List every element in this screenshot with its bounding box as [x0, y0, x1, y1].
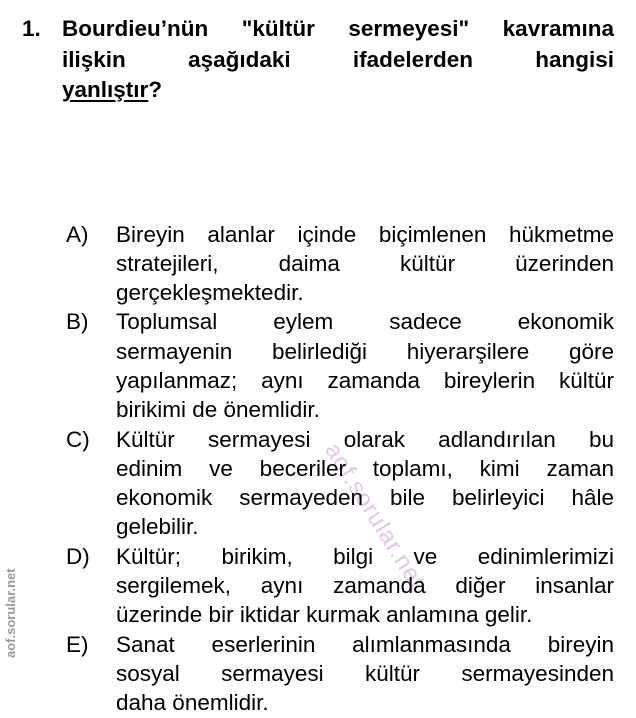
option-line: sosyal sermayesi kültür sermayesinden: [116, 660, 614, 686]
option-text: [116, 630, 614, 718]
option-b[interactable]: [66, 307, 614, 424]
option-line: Sanat eserlerinin alımlanmasında bireyin: [116, 631, 614, 657]
question-stem: [22, 14, 614, 106]
option-line: ekonomik sermayeden bile belirleyici hâle: [116, 485, 614, 511]
option-line: gelebilir.: [116, 514, 199, 540]
question-line: ilişkin aşağıdaki ifadelerden hangisi: [62, 46, 614, 72]
option-letter: E): [66, 631, 89, 657]
option-text: [116, 542, 614, 630]
option-letter: A): [66, 221, 89, 247]
question-line: Bourdieu’nün "kültür sermeyesi" kavramına: [62, 16, 614, 41]
side-watermark: aof.sorular.net: [3, 568, 18, 658]
question-number: 1.: [22, 16, 41, 41]
option-letter: D): [66, 543, 90, 569]
option-line: edinim ve beceriler toplamı, kimi zaman: [116, 455, 614, 481]
answer-options: [66, 220, 614, 718]
option-text: [116, 220, 614, 308]
option-line: Bireyin alanlar içinde biçimlenen hükmetme: [116, 221, 614, 247]
option-line: stratejileri, daima kültür üzerinden: [116, 250, 614, 276]
question-mark: ?: [148, 77, 163, 102]
option-c[interactable]: [66, 425, 614, 542]
option-line: Toplumsal eylem sadece ekonomik: [116, 309, 614, 335]
diagonal-watermark: aof.sorular.net: [319, 438, 431, 595]
option-line: Kültür; birikim, bilgi ve edinimlerimizi: [116, 543, 614, 569]
option-text: [116, 307, 614, 424]
option-e[interactable]: [66, 630, 614, 718]
option-line: birikimi de önemlidir.: [116, 397, 320, 423]
question-text: [62, 14, 614, 106]
option-line: yapılanmaz; aynı zamanda bireylerin kültür: [116, 367, 614, 393]
option-d[interactable]: [66, 542, 614, 630]
option-line: daha önemlidir.: [116, 690, 269, 716]
option-line: Kültür sermayesi olarak adlandırılan bu: [116, 426, 614, 452]
option-letter: B): [66, 309, 89, 335]
option-a[interactable]: [66, 220, 614, 308]
option-line: gerçekleşmektedir.: [116, 280, 304, 306]
option-line: sermayenin belirlediği hiyerarşilere göre: [116, 338, 614, 364]
option-line: üzerinde bir iktidar kurmak anlamına gelir.: [116, 602, 533, 628]
question-line: [62, 75, 614, 106]
option-line: sergilemek, aynı zamanda diğer insanlar: [116, 573, 614, 599]
option-text: [116, 425, 614, 542]
option-letter: C): [66, 426, 90, 452]
emphasis-word: yanlıştır: [62, 77, 149, 102]
